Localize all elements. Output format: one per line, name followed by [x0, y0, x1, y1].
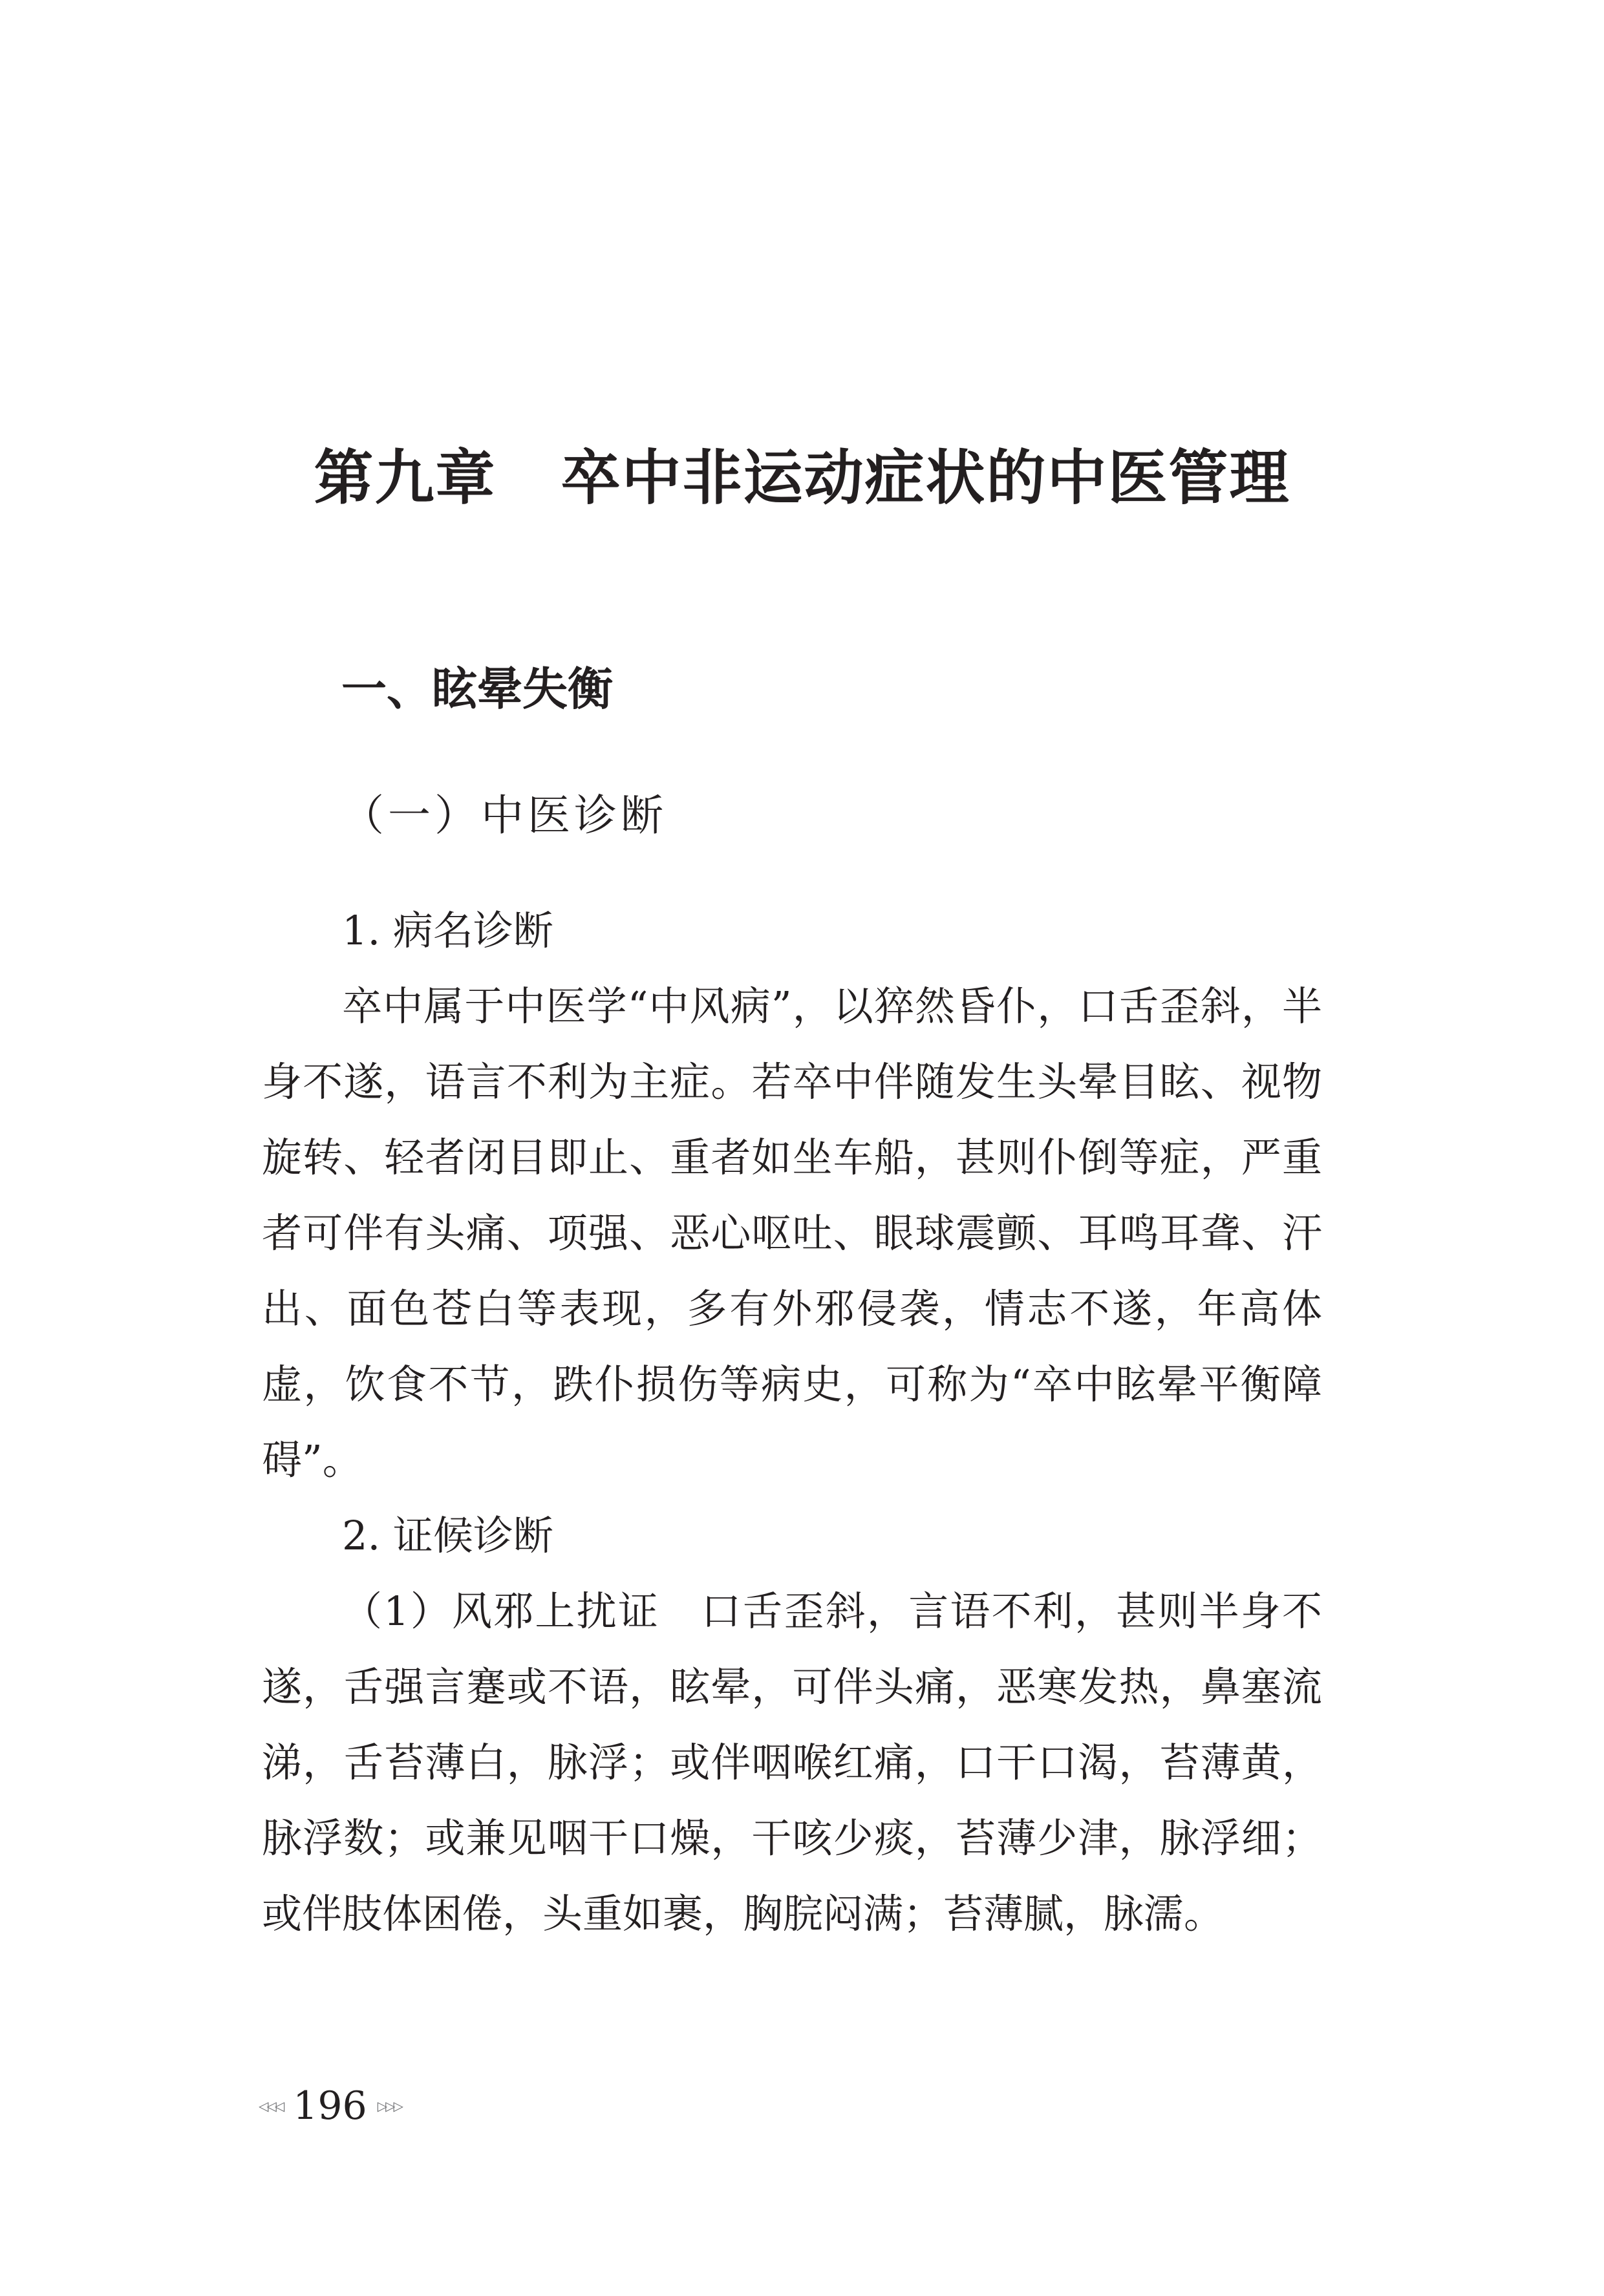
item-syndrome-wind-paragraph — [262, 1573, 1322, 1951]
item-syndrome-diagnosis-title: 2. 证候诊断 — [342, 1512, 553, 1559]
item-disease-diagnosis-paragraph: 卒中属于中医学“中风病”，以猝然昏仆，口舌歪斜，半身不遂，语言不利为主症。若卒中伴随发生头晕目眩、视物旋转、轻者闭目即止、重者如坐车船，甚则仆倒等症，严重者可伴有头痛、项强、恶心呕吐、眼球震颤、耳鸣耳聋、汗出、面色苍白等表现，多有外邪侵袭，情志不遂，年高体虚，饮食不节，跌仆损伤等病史，可称为“卒中眩晕平衡障碍”。 — [262, 983, 1322, 1483]
subsection-heading: （一）中医诊断 — [341, 791, 667, 840]
syndrome-wind-label: （1）风邪上扰证 — [342, 1588, 660, 1635]
chapter-label: 第九章 — [314, 443, 497, 513]
item-disease-diagnosis-title: 1. 病名诊断 — [342, 907, 553, 954]
section-heading: 一、眩晕失衡 — [341, 663, 613, 716]
page-number: 196 — [293, 2083, 367, 2129]
chapter-name: 卒中非运动症状的中医管理 — [561, 443, 1290, 513]
left-triangle-icon: ◁◁◁ — [259, 2098, 283, 2114]
chapter-title — [0, 440, 1604, 517]
body-text — [262, 893, 1322, 1951]
page-footer — [259, 2080, 401, 2132]
syndrome-wind-text: 口舌歪斜，言语不利，甚则半身不遂，舌强言蹇或不语，眩晕，可伴头痛，恶寒发热，鼻塞流涕，舌苔薄白，脉浮；或伴咽喉红痛，口干口渴，苔薄黄，脉浮数；或兼见咽干口燥，干咳少痰，苔薄少津，脉浮细；或伴肢体困倦，头重如裹，胸脘闷满；苔薄腻，脉濡。 — [262, 1588, 1322, 1937]
right-triangle-icon: ▷▷▷ — [377, 2098, 401, 2114]
